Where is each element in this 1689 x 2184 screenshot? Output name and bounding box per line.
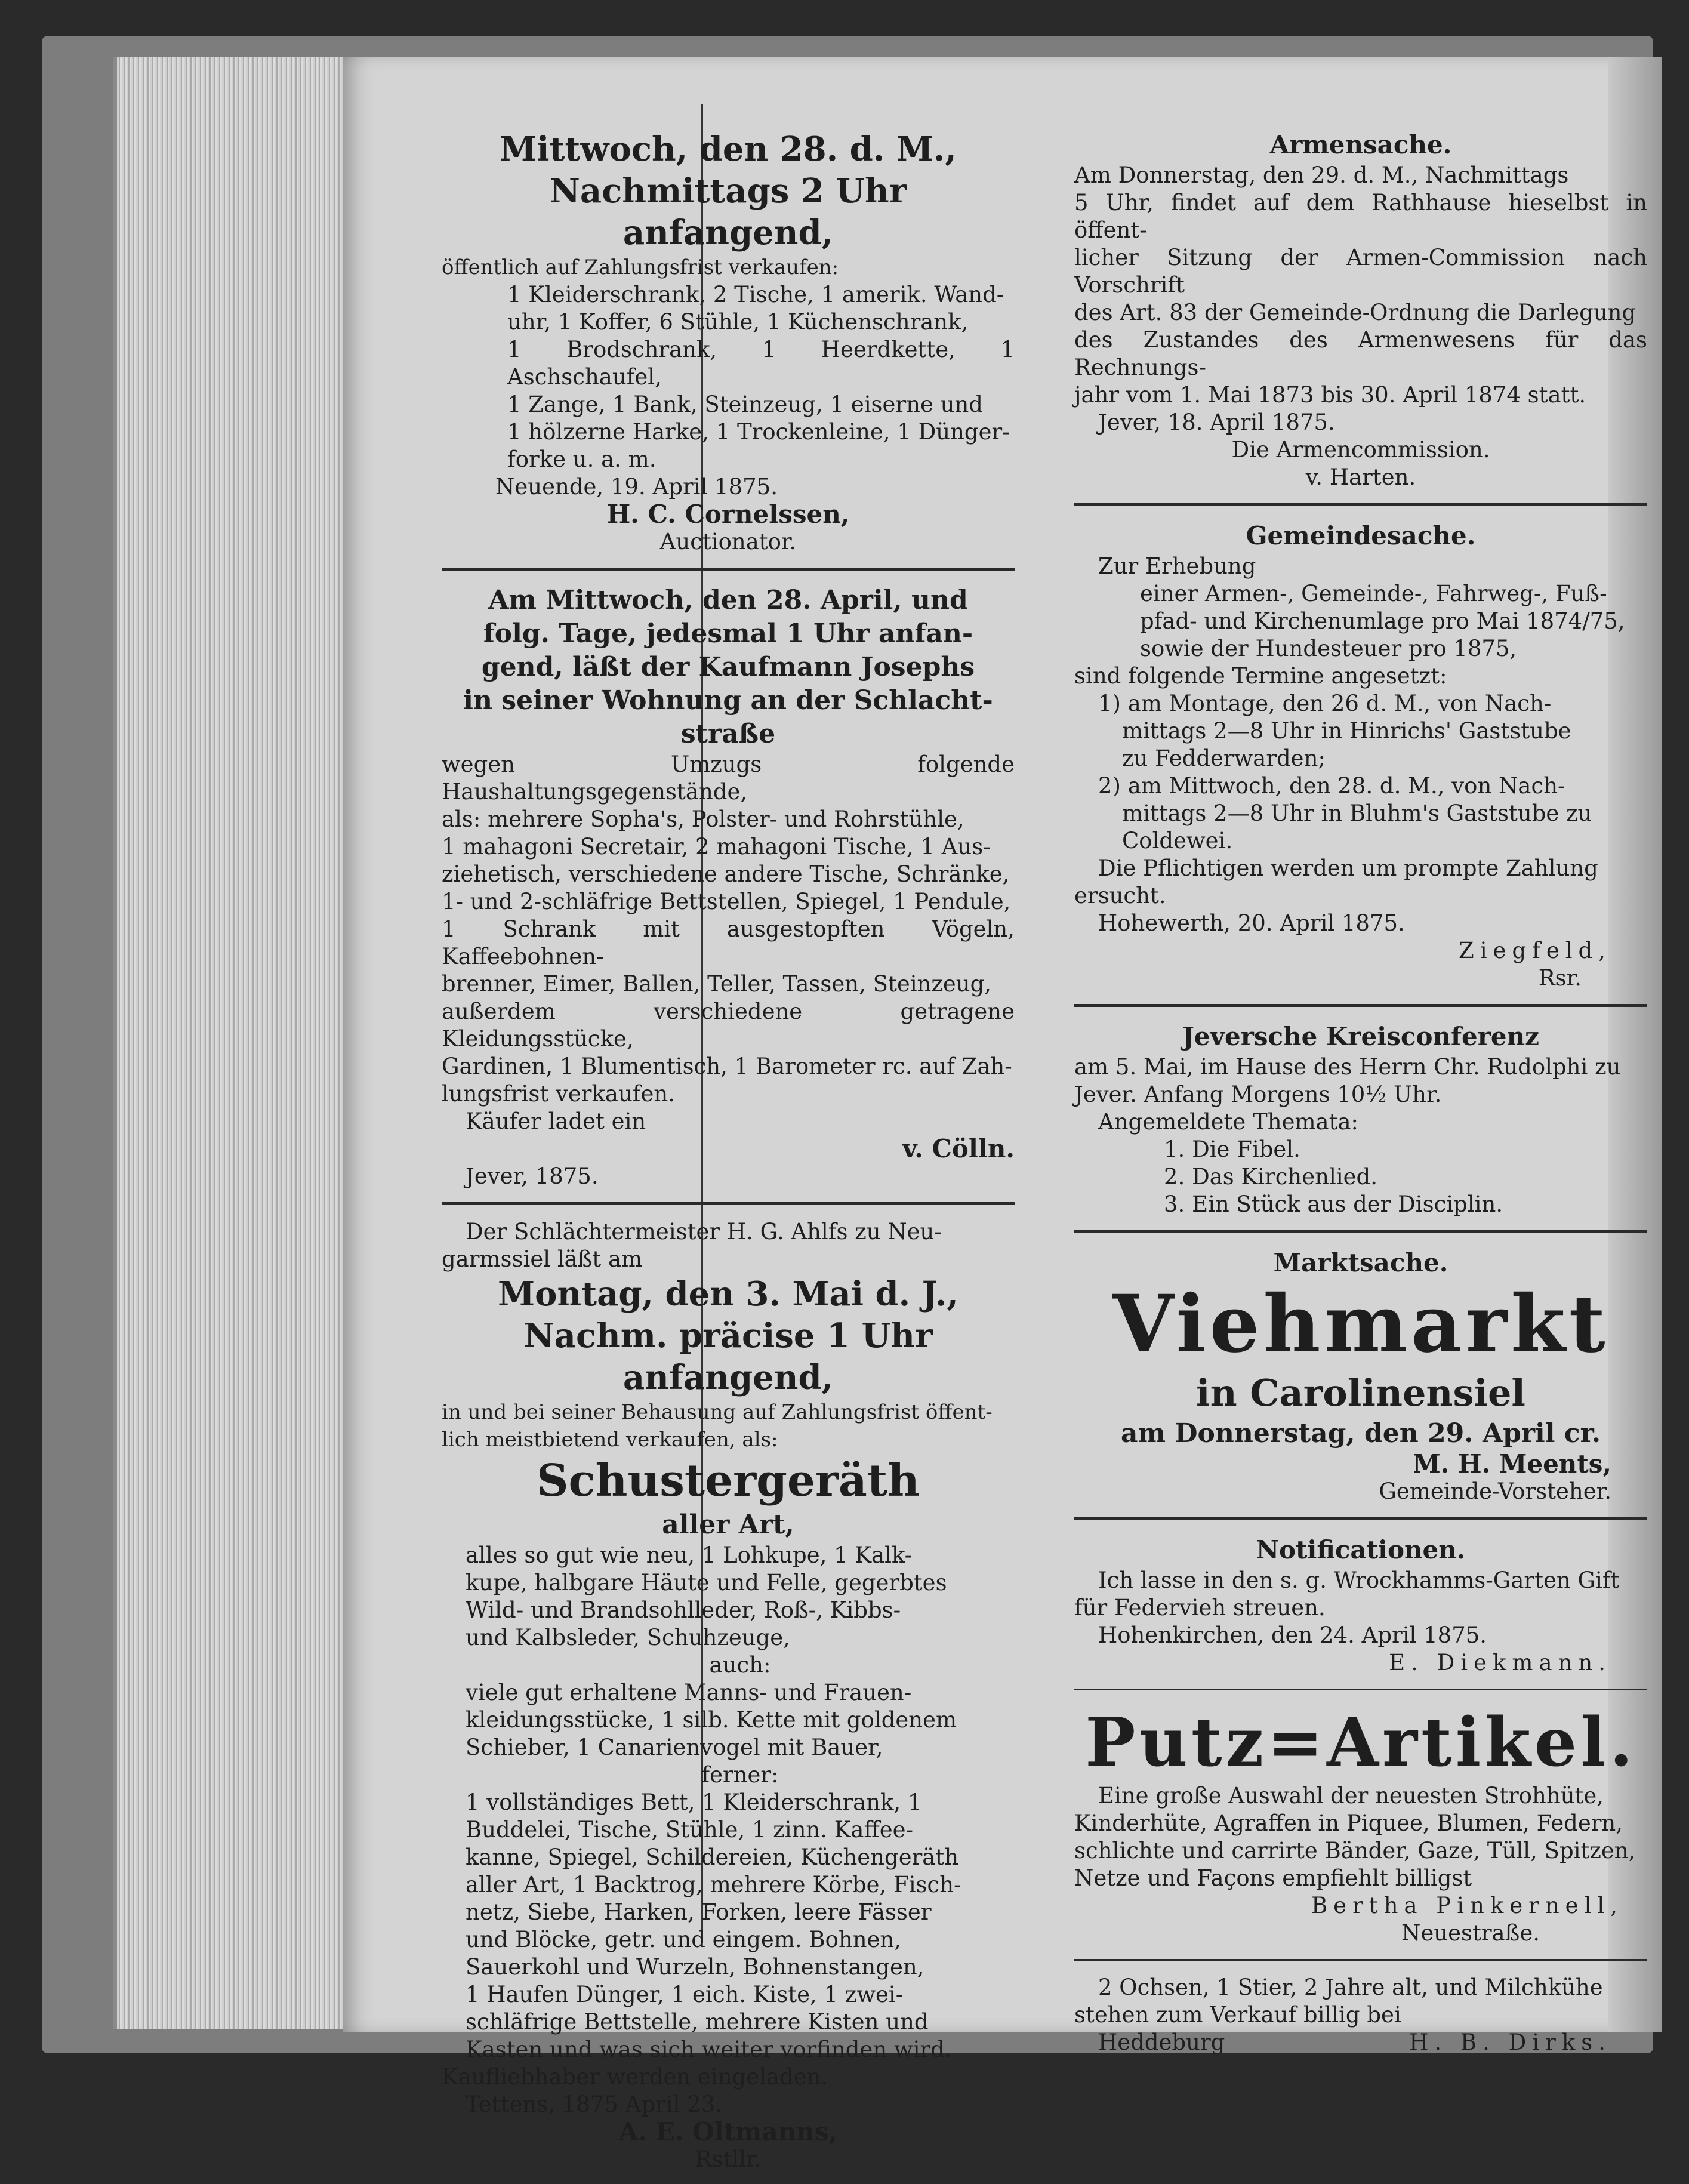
ad-line: Netze und Façons empfiehlt billigst bbox=[1074, 1865, 1472, 1891]
ad-headline: gend, läßt der Kaufmann Josephs bbox=[481, 652, 975, 682]
ad-josephs-sale bbox=[442, 584, 1015, 1190]
ad-line: 1 mahagoni Secretair, 2 mahagoni Tische, 1 Aus- bbox=[442, 834, 991, 860]
ad-notificationen bbox=[1074, 1533, 1647, 1677]
ad-line: kupe, halbgare Häute und Felle, gegerbtes bbox=[466, 1570, 947, 1595]
ad-line: 1- und 2-schläfrige Bettstellen, Spiegel, 1 Pendule, bbox=[442, 889, 1011, 914]
ad-signature: M. H. Meents, bbox=[1413, 1449, 1611, 1478]
ad-line: 2 Ochsen, 1 Stier, 2 Jahre alt, und Milchkühe bbox=[1098, 1974, 1603, 2000]
ad-role: Gemeinde-Vorsteher. bbox=[1379, 1478, 1611, 1504]
divider bbox=[442, 568, 1015, 571]
divider bbox=[1074, 1689, 1647, 1690]
ad-line: schlichte und carrirte Bänder, Gaze, Tüll, Spitzen, bbox=[1074, 1838, 1636, 1863]
ad-gemeindesache bbox=[1074, 519, 1647, 992]
ad-line: uhr, 1 Koffer, 6 Stühle, 1 Küchenschrank, bbox=[507, 309, 969, 335]
ad-putz-artikel bbox=[1074, 1704, 1647, 1947]
ad-line: Coldewei. bbox=[1122, 828, 1233, 854]
ad-line: garmssiel läßt am bbox=[442, 1246, 643, 1272]
ad-signature: E. Diekmann. bbox=[1389, 1650, 1611, 1675]
divider bbox=[1074, 1517, 1647, 1520]
ad-date: Jever, 1875. bbox=[466, 1163, 599, 1189]
right-column bbox=[1074, 128, 1647, 2067]
ad-line: Eine große Auswahl der neuesten Strohhüte, bbox=[1098, 1783, 1604, 1809]
ad-date: am Donnerstag, den 29. April cr. bbox=[1120, 1418, 1601, 1449]
section-heading: Notificationen. bbox=[1256, 1535, 1466, 1564]
ad-display-subtitle: in Carolinensiel bbox=[1196, 1371, 1525, 1415]
ad-line: jahr vom 1. Mai 1873 bis 30. April 1874 statt. bbox=[1074, 382, 1586, 408]
ad-display-subtitle: aller Art, bbox=[662, 1510, 794, 1540]
ad-line: 1 hölzerne Harke, 1 Trockenleine, 1 Dünger- bbox=[507, 419, 1010, 445]
ad-headline: Montag, den 3. Mai d. J., bbox=[498, 1274, 958, 1314]
ad-line: 1 Brodschrank, 1 Heerdkette, 1 Aschschaufel, bbox=[507, 337, 1015, 390]
ad-headline: Nachmittags 2 Uhr anfangend, bbox=[549, 171, 907, 252]
ad-signature: H. C. Cornelssen, bbox=[606, 500, 850, 529]
ad-kreisconferenz bbox=[1074, 1020, 1647, 1218]
section-heading: Marktsache. bbox=[1273, 1248, 1448, 1277]
ad-display-title: Schustergeräth bbox=[537, 1455, 920, 1507]
ad-line: lich meistbietend verkaufen, als: bbox=[442, 1428, 778, 1452]
ad-line: 2) am Mittwoch, den 28. d. M., von Nach- bbox=[1098, 773, 1565, 799]
ad-line: Ich lasse in den s. g. Wrockhamms-Garten Gift bbox=[1098, 1567, 1620, 1593]
ad-line: Buddelei, Tische, Stühle, 1 zinn. Kaffee- bbox=[466, 1817, 914, 1843]
divider bbox=[1074, 503, 1647, 506]
ad-line: kleidungsstücke, 1 silb. Kette mit goldenem bbox=[466, 1707, 957, 1733]
page-stack-edge bbox=[113, 57, 347, 2029]
ad-line: alles so gut wie neu, 1 Lohkupe, 1 Kalk- bbox=[466, 1542, 913, 1568]
ad-signature: Ziegfeld, bbox=[1459, 938, 1611, 963]
ad-signature: H. B. Dirks. bbox=[1409, 2029, 1611, 2055]
divider bbox=[1074, 1230, 1647, 1233]
ad-line: mittags 2—8 Uhr in Hinrichs' Gaststube bbox=[1122, 718, 1571, 744]
ad-display-title: Putz=Artikel. bbox=[1085, 1704, 1636, 1782]
ad-line: sind folgende Termine angesetzt: bbox=[1074, 663, 1447, 689]
ad-line: Kinderhüte, Agraffen in Piquee, Blumen, Federn, bbox=[1074, 1810, 1623, 1836]
ad-role: Rstllr. bbox=[695, 2146, 762, 2172]
ad-line: des Art. 83 der Gemeinde-Ordnung die Darlegung bbox=[1074, 300, 1636, 325]
ad-headline: folg. Tage, jedesmal 1 Uhr anfan- bbox=[483, 618, 973, 649]
ad-line: auch: bbox=[709, 1652, 771, 1678]
ad-address: Neuestraße. bbox=[1401, 1920, 1540, 1946]
ad-line: 1 Zange, 1 Bank, Steinzeug, 1 eiserne und bbox=[507, 392, 983, 417]
ad-role: Rsr. bbox=[1538, 965, 1582, 991]
ad-intro: öffentlich auf Zahlungsfrist verkaufen: bbox=[442, 255, 839, 279]
ad-line: einer Armen-, Gemeinde-, Fahrweg-, Fuß- bbox=[1140, 581, 1607, 606]
ad-line: netz, Siebe, Harken, Forken, leere Fässer bbox=[466, 1899, 932, 1925]
ad-line: außerdem verschiedene getragene Kleidungsstücke, bbox=[442, 999, 1015, 1052]
ad-line: Kasten und was sich weiter vorfinden wird. bbox=[466, 2037, 952, 2062]
list-item: 3. Ein Stück aus der Disciplin. bbox=[1164, 1191, 1503, 1217]
ad-line: Wild- und Brandsohlleder, Roß-, Kibbs- bbox=[466, 1597, 901, 1623]
ad-place: Heddeburg bbox=[1098, 2029, 1225, 2055]
ad-signature: v. Cölln. bbox=[902, 1134, 1015, 1163]
ad-headline: Nachm. präcise 1 Uhr anfangend, bbox=[523, 1316, 933, 1397]
section-heading: Armensache. bbox=[1269, 130, 1452, 159]
ad-line: schläfrige Bettstelle, mehrere Kisten und bbox=[466, 2009, 929, 2035]
ad-date: Tettens, 1875 April 23. bbox=[466, 2091, 722, 2117]
ad-line: sowie der Hundesteuer pro 1875, bbox=[1140, 636, 1517, 661]
ad-display-title: Viehmarkt bbox=[1112, 1278, 1609, 1370]
ad-line: Die Pflichtigen werden um prompte Zahlung bbox=[1098, 855, 1598, 881]
ad-date: Hohewerth, 20. April 1875. bbox=[1098, 910, 1405, 936]
ad-line: lungsfrist verkaufen. bbox=[442, 1081, 675, 1107]
ad-line: ferner: bbox=[701, 1762, 779, 1788]
ad-signature: v. Harten. bbox=[1305, 464, 1416, 490]
ad-line: Gardinen, 1 Blumentisch, 1 Barometer rc. auf Zah- bbox=[442, 1054, 1012, 1079]
ad-signature: Bertha Pinkernell, bbox=[1311, 1893, 1623, 1918]
left-column bbox=[442, 128, 1015, 2184]
list-item: 2. Das Kirchenlied. bbox=[1164, 1164, 1377, 1190]
ad-line: Kaufliebhaber werden eingeladen. bbox=[442, 2064, 828, 2090]
ad-role: Auctionator. bbox=[659, 529, 797, 555]
ad-headline: straße bbox=[680, 719, 776, 749]
ad-line: am 5. Mai, im Hause des Herrn Chr. Rudolphi zu bbox=[1074, 1054, 1621, 1080]
ad-line: licher Sitzung der Armen-Commission nach Vorschrift bbox=[1074, 245, 1647, 298]
ad-line: 5 Uhr, findet auf dem Rathhause hieselbst in öffent- bbox=[1074, 190, 1647, 243]
ad-headline: Am Mittwoch, den 28. April, und bbox=[488, 585, 968, 615]
ad-org: Die Armencommission. bbox=[1231, 437, 1490, 463]
ad-line: zu Fedderwarden; bbox=[1122, 746, 1326, 771]
ad-line: 1 vollständiges Bett, 1 Kleiderschrank, 1 bbox=[466, 1789, 922, 1815]
ad-date: Neuende, 19. April 1875. bbox=[495, 474, 778, 500]
ad-line: stehen zum Verkauf billig bei bbox=[1074, 2002, 1401, 2028]
ad-line: mittags 2—8 Uhr in Bluhm's Gaststube zu bbox=[1122, 800, 1592, 826]
ad-line: Schieber, 1 Canarienvogel mit Bauer, bbox=[466, 1735, 883, 1760]
ad-line: des Zustandes des Armenwesens für das Rechnungs- bbox=[1074, 327, 1647, 380]
divider bbox=[1074, 1004, 1647, 1007]
ad-armensache bbox=[1074, 128, 1647, 491]
ad-line: Käufer ladet ein bbox=[466, 1108, 646, 1134]
ad-line: Am Donnerstag, den 29. d. M., Nachmittags bbox=[1074, 162, 1569, 188]
ad-line: Der Schlächtermeister H. G. Ahlfs zu Neu- bbox=[466, 1219, 942, 1245]
ad-line: ersucht. bbox=[1074, 883, 1166, 908]
ad-signature: A. E. Oltmanns, bbox=[618, 2117, 838, 2146]
ad-line: in und bei seiner Behausung auf Zahlungsfrist öffent- bbox=[442, 1400, 993, 1424]
ad-line: Angemeldete Themata: bbox=[1098, 1109, 1358, 1135]
ad-line: Zur Erhebung bbox=[1098, 553, 1256, 579]
section-heading: Jeversche Kreisconferenz bbox=[1182, 1022, 1540, 1051]
ad-line: forke u. a. m. bbox=[507, 446, 657, 472]
ad-line: Sauerkohl und Wurzeln, Bohnenstangen, bbox=[466, 1954, 924, 1980]
ad-line: 1 Haufen Dünger, 1 eich. Kiste, 1 zwei- bbox=[466, 1982, 904, 2007]
ad-line: ziehetisch, verschiedene andere Tische, Schränke, bbox=[442, 861, 1010, 887]
ad-date: Hohenkirchen, den 24. April 1875. bbox=[1098, 1622, 1487, 1648]
ad-line: Jever. Anfang Morgens 10½ Uhr. bbox=[1074, 1082, 1442, 1107]
ad-date: Jever, 18. April 1875. bbox=[1098, 409, 1335, 435]
ad-line: viele gut erhaltene Manns- und Frauen- bbox=[466, 1680, 912, 1705]
ad-auction-neuende bbox=[442, 128, 1015, 556]
ad-line: 1) am Montage, den 26 d. M., von Nach- bbox=[1098, 691, 1552, 716]
ad-line: brenner, Eimer, Ballen, Teller, Tassen, Steinzeug, bbox=[442, 971, 992, 997]
ad-ochsen bbox=[1074, 1974, 1647, 2056]
ad-line: pfad- und Kirchenumlage pro Mai 1874/75, bbox=[1140, 608, 1625, 634]
ad-line: kanne, Spiegel, Schildereien, Küchengeräth bbox=[466, 1844, 959, 1870]
list-item: 1. Die Fibel. bbox=[1164, 1136, 1300, 1162]
ad-line: aller Art, 1 Backtrog, mehrere Körbe, Fisch- bbox=[466, 1872, 961, 1897]
ad-headline: Mittwoch, den 28. d. M., bbox=[500, 130, 957, 169]
ad-ahlfs-auction bbox=[442, 1218, 1015, 2173]
ad-line: für Federvieh streuen. bbox=[1074, 1595, 1326, 1621]
ad-line: als: mehrere Sopha's, Polster- und Rohrstühle, bbox=[442, 806, 964, 832]
ad-headline: in seiner Wohnung an der Schlacht- bbox=[463, 685, 993, 716]
ad-line: wegen Umzugs folgende Haushaltungsgegenstände, bbox=[442, 751, 1015, 805]
ad-line: 1 Schrank mit ausgestopften Vögeln, Kaffeebohnen- bbox=[442, 916, 1015, 969]
ad-viehmarkt bbox=[1074, 1246, 1647, 1505]
ad-line: 1 Kleiderschrank, 2 Tische, 1 amerik. Wand- bbox=[507, 282, 1004, 307]
ad-line: und Blöcke, getr. und eingem. Bohnen, bbox=[466, 1927, 902, 1952]
ad-line: und Kalbsleder, Schuhzeuge, bbox=[466, 1625, 790, 1650]
divider bbox=[442, 1202, 1015, 1205]
section-heading: Gemeindesache. bbox=[1246, 521, 1476, 550]
divider bbox=[1074, 1959, 1647, 1961]
